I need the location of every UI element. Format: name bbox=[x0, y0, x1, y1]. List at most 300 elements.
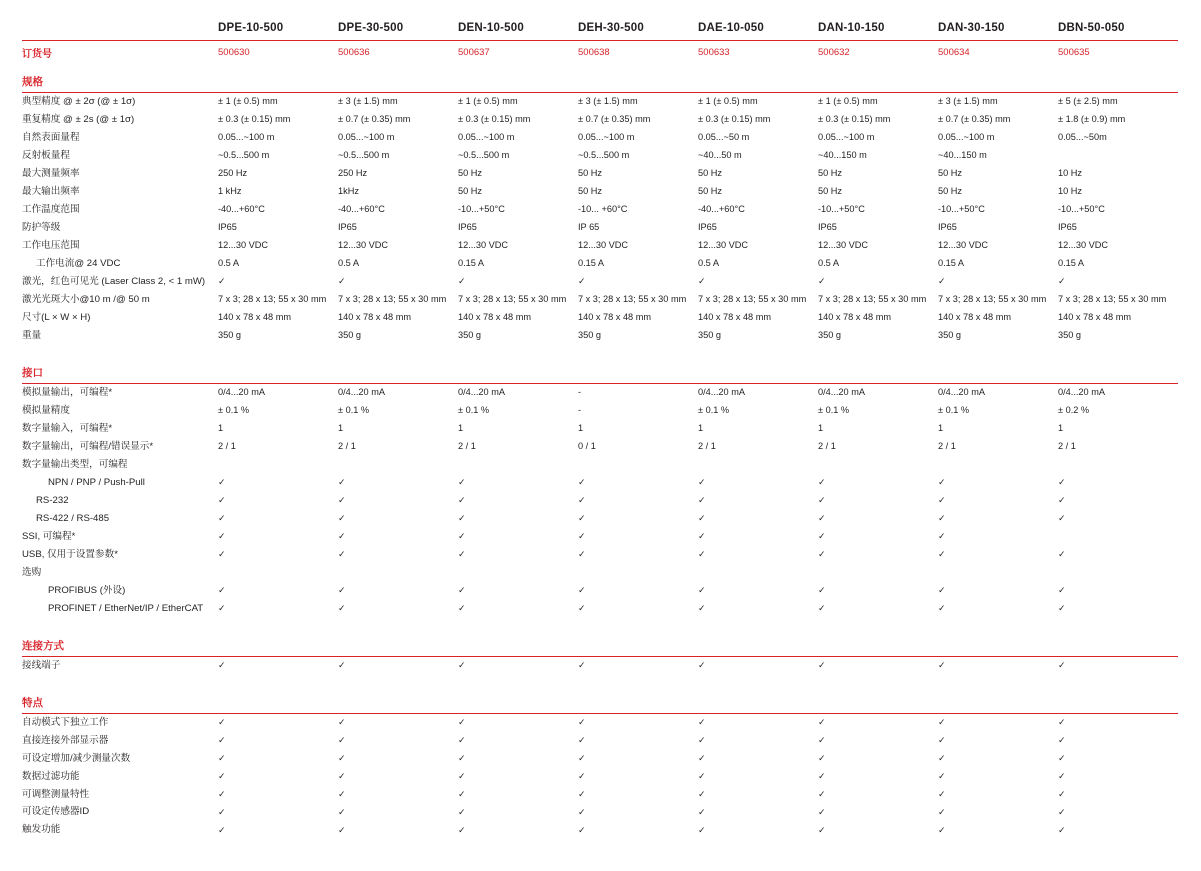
row-value bbox=[218, 456, 338, 474]
table-row bbox=[22, 732, 1178, 750]
check-mark: ✓ bbox=[818, 659, 826, 670]
check-mark: ✓ bbox=[338, 659, 346, 670]
row-value: ± 0.7 (± 0.35) mm bbox=[338, 114, 411, 125]
check-mark: ✓ bbox=[578, 276, 586, 287]
check-mark: ✓ bbox=[938, 602, 946, 613]
row-value: -10...+50°C bbox=[1058, 204, 1105, 215]
row-value: 0 / 1 bbox=[578, 440, 596, 451]
table-row bbox=[22, 803, 1178, 821]
row-value: 12...30 VDC bbox=[698, 240, 749, 251]
table-row bbox=[22, 327, 1178, 345]
section-heading-spacer bbox=[1058, 629, 1178, 657]
row-value bbox=[578, 456, 698, 474]
row-value: 0.15 A bbox=[938, 258, 965, 269]
row-value: 0.5 A bbox=[818, 258, 839, 269]
row-value: 2 / 1 bbox=[338, 440, 356, 451]
check-mark: ✓ bbox=[938, 584, 946, 595]
check-mark: ✓ bbox=[698, 788, 706, 799]
check-mark: ✓ bbox=[818, 584, 826, 595]
row-value: 0.05...~50 m bbox=[698, 132, 750, 143]
row-value: 0/4...20 mA bbox=[458, 387, 505, 398]
row-value: 12...30 VDC bbox=[458, 240, 509, 251]
check-mark: ✓ bbox=[818, 806, 826, 817]
check-mark: ✓ bbox=[698, 770, 706, 781]
row-value bbox=[1058, 147, 1178, 165]
row-value: 2 / 1 bbox=[458, 440, 476, 451]
row-value: 140 x 78 x 48 mm bbox=[698, 312, 772, 323]
check-mark: ✓ bbox=[1058, 824, 1066, 835]
check-mark: ✓ bbox=[218, 806, 226, 817]
row-value: 50 Hz bbox=[818, 168, 843, 179]
table-row bbox=[22, 546, 1178, 564]
section-gap bbox=[22, 618, 1178, 629]
row-value: 0.05...~100 m bbox=[578, 132, 635, 143]
row-value bbox=[1058, 528, 1178, 546]
row-value: 140 x 78 x 48 mm bbox=[938, 312, 1012, 323]
row-value: 10 Hz bbox=[1058, 186, 1083, 197]
check-mark: ✓ bbox=[578, 824, 586, 835]
row-value: 1 bbox=[218, 422, 224, 433]
column-header-7: DAN-30-150 bbox=[938, 22, 1005, 34]
row-value bbox=[938, 456, 1058, 474]
table-row bbox=[22, 129, 1178, 147]
check-mark: ✓ bbox=[338, 770, 346, 781]
order-number-row bbox=[22, 41, 1178, 66]
row-value: 7 x 3; 28 x 13; 55 x 30 mm bbox=[218, 294, 327, 305]
check-mark: ✓ bbox=[698, 659, 706, 670]
row-label: 可设定传感器ID bbox=[22, 806, 90, 818]
row-value: 140 x 78 x 48 mm bbox=[218, 312, 292, 323]
section-gap-cell bbox=[22, 345, 1178, 356]
check-mark: ✓ bbox=[578, 770, 586, 781]
section-gap-cell bbox=[22, 618, 1178, 629]
row-value: 0/4...20 mA bbox=[818, 387, 865, 398]
row-value: 50 Hz bbox=[578, 168, 603, 179]
row-value bbox=[938, 564, 1058, 582]
row-value: 1 bbox=[938, 422, 944, 433]
row-value: 140 x 78 x 48 mm bbox=[1058, 312, 1132, 323]
check-mark: ✓ bbox=[338, 788, 346, 799]
section-heading-spacer bbox=[938, 356, 1058, 384]
section-heading-spacer bbox=[698, 65, 818, 93]
row-value: 0/4...20 mA bbox=[1058, 387, 1105, 398]
check-mark: ✓ bbox=[698, 276, 706, 287]
table-row bbox=[22, 510, 1178, 528]
row-label: SSI, 可编程* bbox=[22, 530, 76, 542]
row-value bbox=[1058, 456, 1178, 474]
check-mark: ✓ bbox=[578, 752, 586, 763]
check-mark: ✓ bbox=[218, 788, 226, 799]
row-label: 典型精度 @ ± 2σ (@ ± 1σ) bbox=[22, 96, 136, 107]
row-value: 2 / 1 bbox=[938, 440, 956, 451]
table-row bbox=[22, 786, 1178, 804]
check-mark: ✓ bbox=[698, 476, 706, 487]
column-header-4: DEH-30-500 bbox=[578, 22, 644, 34]
check-mark: ✓ bbox=[698, 584, 706, 595]
section-heading-spacer bbox=[578, 629, 698, 657]
row-value: ± 1 (± 0.5) mm bbox=[218, 96, 278, 107]
row-value: ± 3 (± 1.5) mm bbox=[578, 96, 638, 107]
table-row bbox=[22, 438, 1178, 456]
row-value: 50 Hz bbox=[698, 186, 723, 197]
row-value: -40...+60°C bbox=[218, 204, 265, 215]
row-label: 自然表面量程 bbox=[22, 131, 80, 143]
row-value: 12...30 VDC bbox=[338, 240, 389, 251]
row-value: 50 Hz bbox=[458, 186, 483, 197]
check-mark: ✓ bbox=[578, 476, 586, 487]
check-mark: ✓ bbox=[578, 548, 586, 559]
table-row bbox=[22, 821, 1178, 839]
section-title: 连接方式 bbox=[22, 629, 218, 657]
section-heading-spacer bbox=[218, 356, 338, 384]
row-label: RS-232 bbox=[36, 494, 69, 506]
check-mark: ✓ bbox=[1058, 734, 1066, 745]
column-header-6: DAN-10-150 bbox=[818, 22, 885, 34]
table-row bbox=[22, 713, 1178, 731]
check-mark: ✓ bbox=[818, 716, 826, 727]
check-mark: ✓ bbox=[218, 716, 226, 727]
order-number-value: 500638 bbox=[578, 47, 610, 58]
section-heading-spacer bbox=[938, 686, 1058, 714]
table-row bbox=[22, 768, 1178, 786]
row-value: 1 bbox=[578, 422, 584, 433]
table-row bbox=[22, 93, 1178, 111]
row-value: ± 1.8 (± 0.9) mm bbox=[1058, 114, 1126, 125]
row-value: -10... +60°C bbox=[578, 204, 628, 215]
check-mark: ✓ bbox=[338, 824, 346, 835]
row-value: ± 1 (± 0.5) mm bbox=[458, 96, 518, 107]
row-value: ± 3 (± 1.5) mm bbox=[338, 96, 398, 107]
check-mark: ✓ bbox=[578, 512, 586, 523]
check-mark: ✓ bbox=[458, 476, 466, 487]
section-heading-spacer bbox=[338, 65, 458, 93]
row-value: 0.05...~100 m bbox=[338, 132, 395, 143]
row-label: 数字量输入，可编程* bbox=[22, 422, 113, 434]
order-number-value: 500634 bbox=[938, 47, 970, 58]
check-mark: ✓ bbox=[338, 476, 346, 487]
row-value: IP65 bbox=[818, 222, 837, 233]
row-value: ± 0.3 (± 0.15) mm bbox=[698, 114, 771, 125]
row-value: 1 bbox=[458, 422, 464, 433]
table-row bbox=[22, 420, 1178, 438]
check-mark: ✓ bbox=[1058, 752, 1066, 763]
row-value: 140 x 78 x 48 mm bbox=[458, 312, 532, 323]
check-mark: ✓ bbox=[818, 788, 826, 799]
section-heading-spacer bbox=[578, 686, 698, 714]
table-row bbox=[22, 111, 1178, 129]
check-mark: ✓ bbox=[458, 602, 466, 613]
row-value: ~0.5...500 m bbox=[578, 150, 630, 161]
check-mark: ✓ bbox=[938, 770, 946, 781]
table-row bbox=[22, 383, 1178, 401]
row-label: 可调整测量特性 bbox=[22, 788, 90, 800]
section-heading-spacer bbox=[1058, 356, 1178, 384]
check-mark: ✓ bbox=[818, 770, 826, 781]
section-heading-spacer bbox=[698, 356, 818, 384]
row-value: 250 Hz bbox=[218, 168, 248, 179]
table-row bbox=[22, 402, 1178, 420]
check-mark: ✓ bbox=[218, 494, 226, 505]
row-value: IP65 bbox=[698, 222, 717, 233]
row-label: 工作电流@ 24 VDC bbox=[36, 257, 121, 269]
check-mark: ✓ bbox=[218, 584, 226, 595]
check-mark: ✓ bbox=[1058, 806, 1066, 817]
check-mark: ✓ bbox=[938, 752, 946, 763]
check-mark: ✓ bbox=[938, 530, 946, 541]
section-heading-spacer bbox=[458, 65, 578, 93]
row-label: 触发功能 bbox=[22, 824, 61, 836]
row-value: ~40...50 m bbox=[698, 150, 742, 161]
check-mark: ✓ bbox=[1058, 512, 1066, 523]
row-value: 0.05...~100 m bbox=[458, 132, 515, 143]
row-value: 0.15 A bbox=[458, 258, 485, 269]
row-value: -40...+60°C bbox=[338, 204, 385, 215]
check-mark: ✓ bbox=[338, 752, 346, 763]
check-mark: ✓ bbox=[218, 548, 226, 559]
row-value: 350 g bbox=[1058, 330, 1081, 341]
check-mark: ✓ bbox=[458, 584, 466, 595]
row-label: 模拟量输出，可编程* bbox=[22, 386, 113, 398]
row-value: 0.5 A bbox=[218, 258, 239, 269]
section-heading-spacer bbox=[818, 356, 938, 384]
check-mark: ✓ bbox=[338, 806, 346, 817]
check-mark: ✓ bbox=[938, 659, 946, 670]
check-mark: ✓ bbox=[818, 476, 826, 487]
check-mark: ✓ bbox=[938, 788, 946, 799]
check-mark: ✓ bbox=[338, 734, 346, 745]
row-value: IP65 bbox=[938, 222, 957, 233]
row-value: ± 0.1 % bbox=[458, 405, 490, 415]
check-mark: ✓ bbox=[338, 548, 346, 559]
row-value: ± 0.1 % bbox=[218, 405, 250, 415]
check-mark: ✓ bbox=[698, 716, 706, 727]
row-label: 数字量输出类型，可编程 bbox=[22, 458, 128, 470]
order-number-value: 500636 bbox=[338, 47, 370, 58]
check-mark: ✓ bbox=[338, 494, 346, 505]
row-value: 0.05...~100 m bbox=[818, 132, 875, 143]
check-mark: ✓ bbox=[218, 476, 226, 487]
row-value: ± 0.1 % bbox=[938, 405, 970, 415]
check-mark: ✓ bbox=[458, 824, 466, 835]
row-value bbox=[698, 564, 818, 582]
section-heading-row bbox=[22, 356, 1178, 384]
row-value: 350 g bbox=[818, 330, 841, 341]
check-mark: ✓ bbox=[818, 548, 826, 559]
row-value: ± 0.1 % bbox=[818, 405, 850, 415]
row-value: 7 x 3; 28 x 13; 55 x 30 mm bbox=[698, 294, 807, 305]
row-label: USB, 仅用于设置参数* bbox=[22, 548, 118, 560]
row-value: 10 Hz bbox=[1058, 168, 1083, 179]
row-value: 350 g bbox=[938, 330, 961, 341]
section-heading-spacer bbox=[578, 65, 698, 93]
table-row bbox=[22, 219, 1178, 237]
check-mark: ✓ bbox=[938, 512, 946, 523]
check-mark: ✓ bbox=[1058, 548, 1066, 559]
check-mark: ✓ bbox=[458, 734, 466, 745]
row-value: 2 / 1 bbox=[1058, 440, 1076, 451]
section-title: 规格 bbox=[22, 65, 218, 93]
row-value: ± 0.7 (± 0.35) mm bbox=[938, 114, 1011, 125]
check-mark: ✓ bbox=[338, 530, 346, 541]
order-number-value: 500630 bbox=[218, 47, 250, 58]
table-row bbox=[22, 291, 1178, 309]
order-number-value: 500637 bbox=[458, 47, 490, 58]
row-value: ± 3 (± 1.5) mm bbox=[938, 96, 998, 107]
row-value: 7 x 3; 28 x 13; 55 x 30 mm bbox=[578, 294, 687, 305]
row-value: 350 g bbox=[218, 330, 241, 341]
check-mark: ✓ bbox=[698, 752, 706, 763]
check-mark: ✓ bbox=[218, 512, 226, 523]
row-value: ± 0.1 % bbox=[698, 405, 730, 415]
row-value: 350 g bbox=[578, 330, 601, 341]
order-number-value: 500633 bbox=[698, 47, 730, 58]
row-value: - bbox=[578, 387, 582, 398]
check-mark: ✓ bbox=[1058, 476, 1066, 487]
row-value: 0/4...20 mA bbox=[938, 387, 985, 398]
row-value: ~0.5...500 m bbox=[338, 150, 390, 161]
check-mark: ✓ bbox=[218, 530, 226, 541]
row-value: 7 x 3; 28 x 13; 55 x 30 mm bbox=[1058, 294, 1167, 305]
row-value: ± 0.3 (± 0.15) mm bbox=[458, 114, 531, 125]
check-mark: ✓ bbox=[1058, 788, 1066, 799]
row-label: PROFIBUS (外设) bbox=[48, 584, 126, 596]
row-value: ~0.5...500 m bbox=[218, 150, 270, 161]
check-mark: ✓ bbox=[338, 276, 346, 287]
row-label: 自动模式下独立工作 bbox=[22, 716, 109, 728]
row-label: PROFINET / EtherNet/IP / EtherCAT bbox=[48, 602, 204, 614]
check-mark: ✓ bbox=[338, 602, 346, 613]
row-value: -40...+60°C bbox=[698, 204, 745, 215]
check-mark: ✓ bbox=[218, 602, 226, 613]
check-mark: ✓ bbox=[578, 530, 586, 541]
check-mark: ✓ bbox=[458, 530, 466, 541]
section-heading-spacer bbox=[938, 65, 1058, 93]
table-row bbox=[22, 255, 1178, 273]
row-label: 重复精度 @ ± 2s (@ ± 1σ) bbox=[22, 113, 135, 125]
row-value bbox=[578, 564, 698, 582]
row-label: 数据过滤功能 bbox=[22, 770, 80, 782]
row-value bbox=[1058, 564, 1178, 582]
check-mark: ✓ bbox=[698, 494, 706, 505]
row-value: 1 bbox=[698, 422, 704, 433]
row-value: 0/4...20 mA bbox=[698, 387, 745, 398]
row-value bbox=[818, 564, 938, 582]
row-value bbox=[698, 456, 818, 474]
row-value: 50 Hz bbox=[578, 186, 603, 197]
row-label: 最大测量频率 bbox=[22, 167, 80, 179]
row-label: 重量 bbox=[22, 329, 42, 341]
row-value: 0.05...~50m bbox=[1058, 132, 1107, 143]
row-value: 50 Hz bbox=[818, 186, 843, 197]
row-value: ~40...150 m bbox=[938, 150, 987, 161]
row-value: ± 0.3 (± 0.15) mm bbox=[818, 114, 891, 125]
row-label: 激光光斑大小@10 m /@ 50 m bbox=[22, 293, 150, 305]
table-row bbox=[22, 528, 1178, 546]
check-mark: ✓ bbox=[458, 494, 466, 505]
row-value: 0.05...~100 m bbox=[218, 132, 275, 143]
row-value bbox=[218, 564, 338, 582]
check-mark: ✓ bbox=[698, 806, 706, 817]
row-value: 7 x 3; 28 x 13; 55 x 30 mm bbox=[338, 294, 447, 305]
row-value: IP65 bbox=[338, 222, 357, 233]
row-value bbox=[818, 456, 938, 474]
row-value: 2 / 1 bbox=[818, 440, 836, 451]
check-mark: ✓ bbox=[218, 734, 226, 745]
row-value: 0/4...20 mA bbox=[218, 387, 265, 398]
row-label: 防护等级 bbox=[22, 221, 61, 233]
table-row bbox=[22, 474, 1178, 492]
table-row bbox=[22, 600, 1178, 618]
row-value: IP 65 bbox=[578, 222, 600, 233]
row-label: 最大输出频率 bbox=[22, 185, 80, 197]
row-value: 1 bbox=[1058, 422, 1064, 433]
row-value: ~0.5...500 m bbox=[458, 150, 510, 161]
table-row bbox=[22, 273, 1178, 291]
table-row bbox=[22, 165, 1178, 183]
row-label: 模拟量精度 bbox=[22, 404, 70, 416]
row-value: IP65 bbox=[1058, 222, 1077, 233]
check-mark: ✓ bbox=[938, 824, 946, 835]
check-mark: ✓ bbox=[1058, 659, 1066, 670]
order-number-value: 500632 bbox=[818, 47, 850, 58]
section-gap bbox=[22, 675, 1178, 686]
check-mark: ✓ bbox=[938, 806, 946, 817]
section-heading-spacer bbox=[338, 629, 458, 657]
section-heading-spacer bbox=[458, 356, 578, 384]
table-row bbox=[22, 201, 1178, 219]
section-heading-spacer bbox=[818, 686, 938, 714]
check-mark: ✓ bbox=[818, 734, 826, 745]
check-mark: ✓ bbox=[698, 602, 706, 613]
check-mark: ✓ bbox=[1058, 584, 1066, 595]
row-label: 尺寸(L × W × H) bbox=[22, 311, 91, 323]
column-header-3: DEN-10-500 bbox=[458, 22, 524, 34]
section-heading-spacer bbox=[938, 629, 1058, 657]
section-heading-row bbox=[22, 629, 1178, 657]
row-value: 12...30 VDC bbox=[818, 240, 869, 251]
check-mark: ✓ bbox=[1058, 770, 1066, 781]
check-mark: ✓ bbox=[218, 659, 226, 670]
row-value: 50 Hz bbox=[938, 168, 963, 179]
row-value: 2 / 1 bbox=[218, 440, 236, 451]
check-mark: ✓ bbox=[578, 584, 586, 595]
row-value: 250 Hz bbox=[338, 168, 368, 179]
section-heading-spacer bbox=[818, 629, 938, 657]
check-mark: ✓ bbox=[338, 716, 346, 727]
check-mark: ✓ bbox=[458, 548, 466, 559]
table-row bbox=[22, 147, 1178, 165]
order-number-label: 订货号 bbox=[22, 49, 52, 60]
check-mark: ✓ bbox=[578, 716, 586, 727]
check-mark: ✓ bbox=[458, 752, 466, 763]
row-value: 50 Hz bbox=[458, 168, 483, 179]
row-value: ± 0.2 % bbox=[1058, 405, 1090, 415]
row-value: ± 1 (± 0.5) mm bbox=[818, 96, 878, 107]
section-heading-spacer bbox=[458, 629, 578, 657]
table-row bbox=[22, 582, 1178, 600]
section-heading-spacer bbox=[698, 686, 818, 714]
section-heading-row bbox=[22, 686, 1178, 714]
row-value: 0.05...~100 m bbox=[938, 132, 995, 143]
check-mark: ✓ bbox=[938, 476, 946, 487]
section-heading-spacer bbox=[578, 356, 698, 384]
check-mark: ✓ bbox=[338, 512, 346, 523]
row-value: 12...30 VDC bbox=[1058, 240, 1109, 251]
section-heading-spacer bbox=[218, 629, 338, 657]
column-header-8: DBN-50-050 bbox=[1058, 22, 1125, 34]
check-mark: ✓ bbox=[698, 734, 706, 745]
check-mark: ✓ bbox=[218, 770, 226, 781]
